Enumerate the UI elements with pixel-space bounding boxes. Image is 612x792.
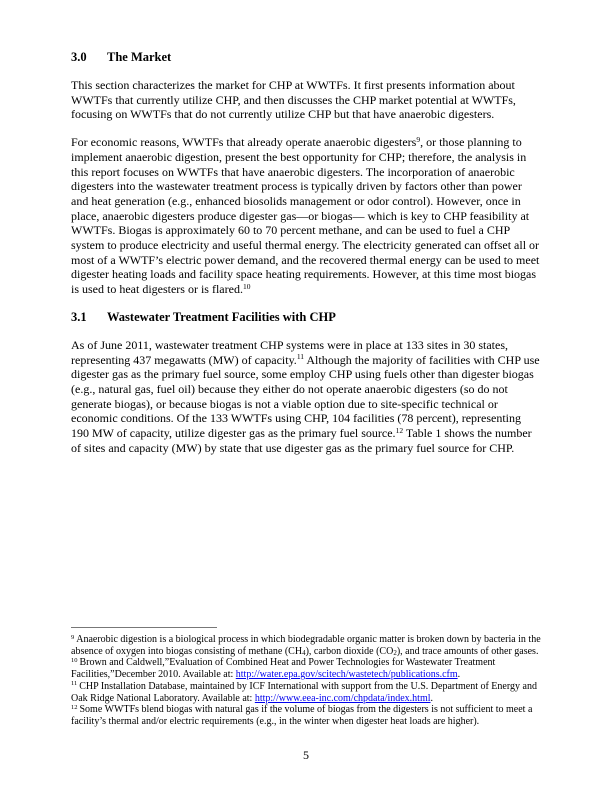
- section-title: Wastewater Treatment Facilities with CHP: [107, 309, 336, 324]
- footnote-10: [71, 657, 549, 680]
- body-text: Table 1 shows the number of sites and capacity (MW) by state that use digester gas as the primary fuel source for CHP.: [71, 426, 532, 455]
- footnote-link-eea[interactable]: http://www.eea-inc.com/chpdata/index.html: [254, 692, 431, 704]
- body-text: Although the majority of facilities with CHP use digester gas as the primary fuel source, some employ CHP using fuels other than digester biogas (e.g., natural gas, fuel oil) because they either do not operate anaerobic digesters (so do not generate biogas), or because biogas is not a viable option due to site-specific technical or economic conditions. Of the 133 WWTFs using CHP, 104 facilities (78 percent), representing 190 MW of capacity, utilize digester gas as the primary fuel source.: [71, 352, 540, 441]
- page-content: [71, 50, 541, 468]
- footnote-text: ), and trace amounts of other gases.: [396, 645, 539, 657]
- footnote-reference-10: 10: [242, 281, 251, 291]
- footnotes-block: [71, 627, 549, 728]
- paragraph: [71, 78, 541, 122]
- section-number: 3.0: [71, 50, 87, 64]
- paragraph: [71, 135, 541, 297]
- footnote-number: 9: [71, 633, 75, 641]
- footnote-number: 12: [71, 703, 78, 711]
- footnote-text: Brown and Caldwell,”Evaluation of Combined Heat and Power Technologies for Wastewater Treatment Facilities,”December 2010. Available at:: [71, 657, 496, 681]
- footnote-12: [71, 704, 549, 727]
- footnote-11: [71, 681, 549, 704]
- footnote-text: Some WWTFs blend biogas with natural gas if the volume of biogas from the digesters is not sufficient to meet a facility’s thermal and/or electric requirements (e.g., in the winter when digester heat loads are higher).: [71, 704, 533, 727]
- paragraph: [71, 338, 541, 456]
- footnote-text: Anaerobic digestion is a biological process in which biodegradable organic matter is broken down by bacteria in the absence of oxygen into biogas consisting of methane (CH: [71, 634, 541, 657]
- body-text: , or those planning to implement anaerobic digestion, present the best opportunity for CHP; therefore, the analysis in this report focuses on WWTFs that have anaerobic digesters. The incorporation of anaerobic digesters into the wastewater treatment process is typically driven by factors other than power and heat generation (e.g., enhanced biosolids management or odor control). However, once in place, anaerobic digesters produce digester gas—or biogas— which is key to CHP feasibility at WWTFs. Biogas is approximately 60 to 70 percent methane, and can be used to fuel a CHP system to produce electricity and useful thermal energy. The electricity generated can offset all or most of a WWTF’s electric power demand, and the recovered thermal energy can be used to meet digester heating loads and facility space heating requirements. However, at this time most biogas is used to heat digesters or is flared.: [71, 135, 540, 297]
- footnote-text: ), carbon dioxide (CO: [305, 645, 394, 657]
- section-heading-3-1: [71, 310, 541, 325]
- footnote-9: [71, 634, 549, 657]
- body-text: This section characterizes the market for CHP at WWTFs. It first presents information about WWTFs that currently utilize CHP, and then discusses the CHP market potential at WWTFs, focusing on WWTFs that do not currently utilize CHP but that have anaerobic digesters.: [71, 78, 516, 122]
- footnote-reference-12: 12: [395, 425, 404, 435]
- footnote-reference-11: 11: [296, 352, 305, 362]
- footnote-number: 10: [71, 656, 78, 664]
- footnote-text: .: [430, 692, 434, 704]
- footnote-link-epa[interactable]: http://water.epa.gov/scitech/wastetech/publications.cfm: [235, 669, 458, 681]
- body-text: For economic reasons, WWTFs that already operate anaerobic digesters: [71, 135, 417, 150]
- section-heading-3-0: [71, 50, 541, 65]
- footnote-reference-9: 9: [416, 134, 421, 144]
- footnote-text: .: [457, 669, 461, 681]
- chemical-subscript: 2: [393, 649, 397, 658]
- chemical-subscript: 4: [302, 649, 306, 658]
- section-title: The Market: [107, 50, 172, 64]
- footnote-separator: [71, 627, 217, 628]
- footnote-text: CHP Installation Database, maintained by ICF International with support from the U.S. Department of Energy and Oak Ridge National Laboratory. Available at:: [71, 680, 537, 704]
- footnote-number: 11: [71, 680, 78, 688]
- section-number: 3.1: [71, 309, 87, 324]
- body-text: As of June 2011, wastewater treatment CHP systems were in place at 133 sites in 30 states, representing 437 megawatts (MW) of capacity.: [71, 337, 509, 367]
- page-number: 5: [303, 748, 309, 762]
